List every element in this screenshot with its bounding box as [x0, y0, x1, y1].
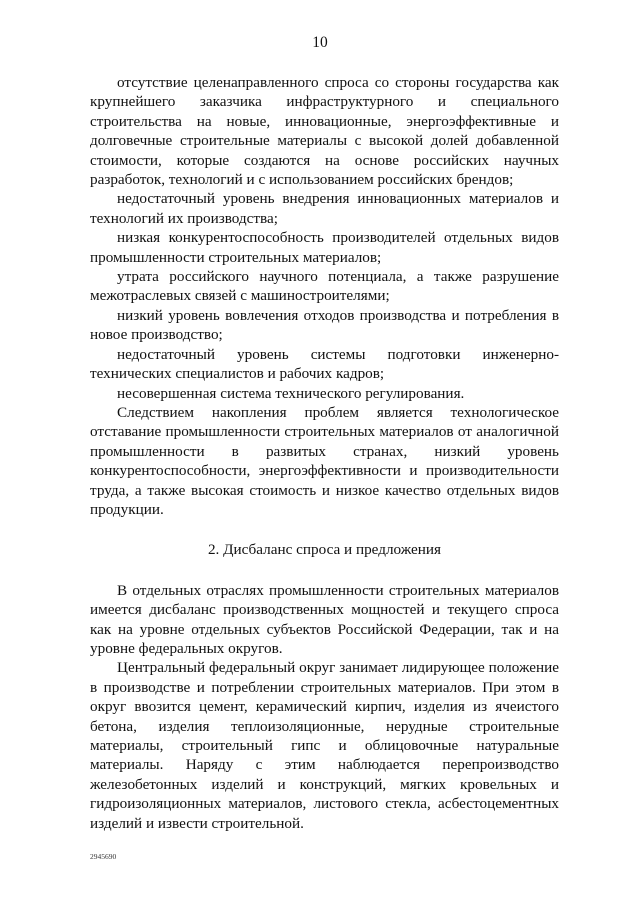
- paragraph-consequence: Следствием накопления проблем является технологическое отставание промышленности строительных материалов от аналогичной промышленности в развитых странах, низкий уровень конкурентоспособности, энергоэффективности и производительности труда, а также высокая стоимость и низкое качество отдельных видов продукции.: [90, 403, 559, 518]
- paragraph-waste-involvement: низкий уровень вовлечения отходов производства и потребления в новое производство;: [90, 306, 559, 344]
- paragraph-competitiveness: низкая конкурентоспособность производителей отдельных видов промышленности строительных материалов;: [90, 229, 559, 266]
- paragraph-innovation-level: недостаточный уровень внедрения инновационных материалов и технологий их производства;: [90, 190, 559, 227]
- paragraph-staff-training: недостаточный уровень системы подготовки инженерно-технических специалистов и рабочих кадров;: [90, 345, 559, 383]
- document-body: [90, 73, 559, 833]
- page-number: 10: [312, 34, 328, 51]
- document-id: 2945690: [90, 852, 117, 861]
- paragraph-central-district: Центральный федеральный округ занимает лидирующее положение в производстве и потреблении строительных материалов. При этом в округ ввозится цемент, керамический кирпич, изделия из ячеистого бетона, изделия теплоизоляционные, нерудные строительные материалы, строительный гипс и облицовочные натуральные материалы. Наряду с этим наблюдается перепроизводство железобетонных изделий и конструкций, мягких кровельных и гидроизоляционных материалов, листового стекла, асбестоцементных изделий и извести строительной.: [90, 659, 559, 832]
- paragraph-scientific-potential: утрата российского научного потенциала, а также разрушение межотраслевых связей с машиностроителями;: [90, 268, 559, 305]
- section-heading: 2. Дисбаланс спроса и предложения: [207, 541, 442, 559]
- paragraph-no-demand: отсутствие целенаправленного спроса со стороны государства как крупнейшего заказчика инфраструктурного и специального строительства на новые, инновационные, энергоэффективные и долговечные строительные материалы с высокой долей добавленной стоимости, которые создаются на основе российских научных разработок, технологий и с использованием российских брендов;: [90, 74, 559, 189]
- paragraph-technical-regulation: несовершенная система технического регулирования.: [117, 384, 465, 402]
- paragraph-imbalance: В отдельных отраслях промышленности строительных материалов имеется дисбаланс производственных мощностей и текущего спроса как на уровне отдельных субъектов Российской Федерации, так и на уровне федеральных округов.: [90, 581, 559, 657]
